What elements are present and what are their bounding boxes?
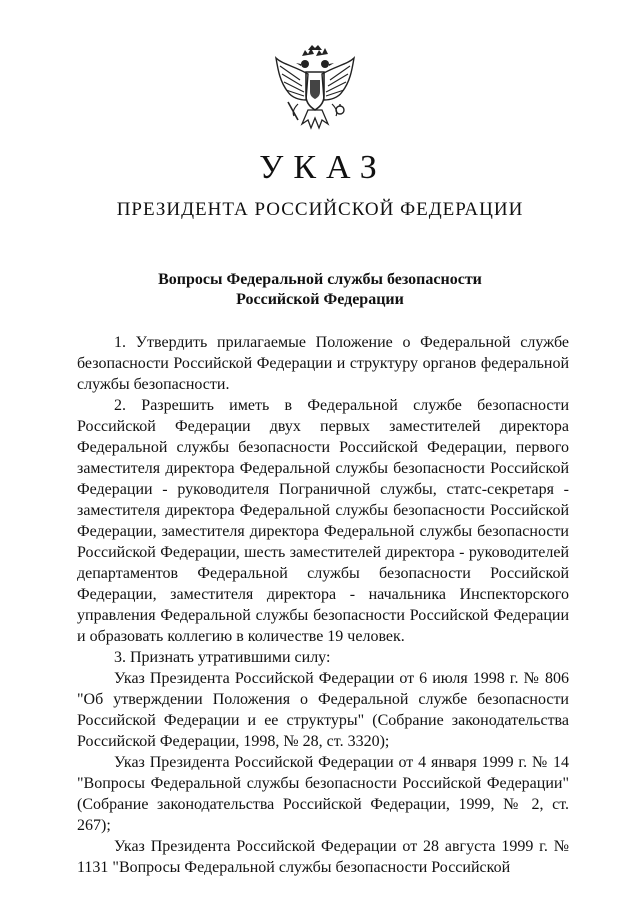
decree-heading bbox=[0, 270, 640, 310]
repealed-decree-14: Указ Президента Российской Федерации от 4 января 1999 г. № 14 "Вопросы Федеральной службы безопасности Российской Федерации" (Собрание законодательства Российской Федерации, 1999, № 2, ст. 267); bbox=[77, 754, 569, 834]
paragraph-2: 2. Разрешить иметь в Федеральной службе безопасности Российской Федерации двух первых заместителей директора Федеральной службы безопасности Российской Федерации, первого заместителя директора Федеральной службы безопасности Российской Федерации - руководителя Пограничной службы, статс-секретаря - заместителя директора Федеральной службы безопасности Российской Федерации, заместителя директора Федеральной службы безопасности Российской Федерации, шесть заместителей директора - руководителей департаментов Федеральной службы безопасности Российской Федерации, заместителя директора - начальника Инспекторского управления Федеральной службы безопасности Российской Федерации и образовать коллегию в количестве 19 человек. bbox=[77, 397, 569, 645]
paragraph-1: 1. Утвердить прилагаемые Положение о Федеральной службе безопасности Российской Федерации и структуру органов федеральной службы безопасности. bbox=[77, 334, 569, 393]
decree-heading-line-1: Вопросы Федеральной службы безопасности bbox=[158, 271, 482, 288]
repealed-decree-1131: Указ Президента Российской Федерации от 28 августа 1999 г. № 1131 "Вопросы Федеральной службы безопасности Российской bbox=[77, 838, 569, 876]
decree-body bbox=[77, 332, 569, 878]
decree-issuer: ПРЕЗИДЕНТА РОССИЙСКОЙ ФЕДЕРАЦИИ bbox=[116, 199, 524, 220]
decree-heading-line-2: Российской Федерации bbox=[236, 291, 404, 308]
paragraph-3: 3. Признать утратившими силу: bbox=[114, 649, 331, 666]
repealed-decree-806: Указ Президента Российской Федерации от 6 июля 1998 г. № 806 "Об утверждении Положения о Федеральной службе безопасности Российской Федерации и ее структуры" (Собрание законодательства Российской Федерации, 1998, № 28, ст. 3320); bbox=[77, 670, 569, 750]
decree-title: УКАЗ bbox=[259, 149, 387, 186]
coat-of-arms-icon bbox=[272, 44, 358, 144]
